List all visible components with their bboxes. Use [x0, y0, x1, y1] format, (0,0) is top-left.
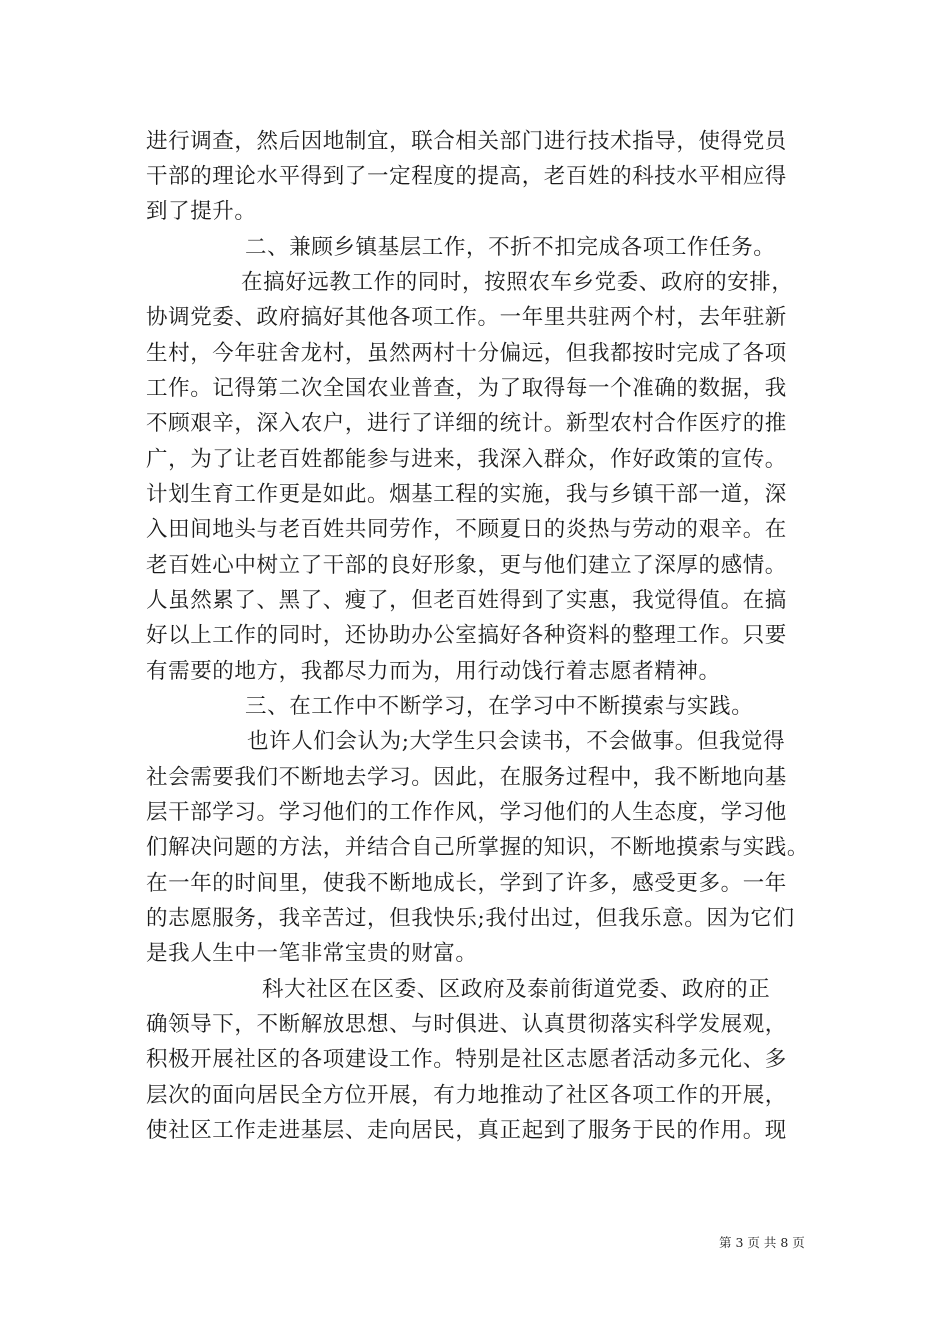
text-line: 进行调查，然后因地制宜，联合相关部门进行技术指导，使得党员: [146, 129, 787, 154]
text-line: 干部的理论水平得到了一定程度的提高，老百姓的科技水平相应得: [146, 164, 787, 189]
text-line: 层干部学习。学习他们的工作作风，学习他们的人生态度，学习他: [146, 800, 787, 825]
text-line: 是我人生中一笔非常宝贵的财富。: [146, 941, 478, 966]
section-heading: 三、在工作中不断学习，在学习中不断摸索与实践。: [245, 694, 754, 719]
text-line: 在一年的时间里，使我不断地成长，学到了许多，感受更多。一年: [146, 871, 787, 896]
text-line: 到了提升。: [146, 199, 257, 224]
text-line: 工作。记得第二次全国农业普查，为了取得每一个准确的数据，我: [146, 376, 787, 401]
text-line: 的志愿服务，我辛苦过，但我快乐;我付出过，但我乐意。因为它们: [146, 906, 795, 931]
text-line: 生村，今年驻舍龙村，虽然两村十分偏远，但我都按时完成了各项: [146, 341, 787, 366]
text-line: 协调党委、政府搞好其他各项工作。一年里共驻两个村，去年驻新: [146, 305, 787, 330]
text-line: 也许人们会认为;大学生只会读书，不会做事。但我觉得: [247, 729, 786, 754]
text-line: 老百姓心中树立了干部的良好形象，更与他们建立了深厚的感情。: [146, 553, 787, 578]
text-line: 人虽然累了、黑了、瘦了，但老百姓得到了实惠，我觉得值。在搞: [146, 588, 787, 613]
text-line: 好以上工作的同时，还协助办公室搞好各种资料的整理工作。只要: [146, 623, 787, 648]
text-line: 在搞好远教工作的同时，按照农车乡党委、政府的安排，: [241, 270, 794, 295]
text-line: 使社区工作走进基层、走向居民，真正起到了服务于民的作用。现: [146, 1118, 787, 1143]
text-line: 科大社区在区委、区政府及泰前街道党委、政府的正: [262, 977, 771, 1002]
page-number: 第 3 页 共 8 页: [719, 1235, 805, 1250]
text-line: 层次的面向居民全方位开展，有力地推动了社区各项工作的开展，: [146, 1083, 787, 1108]
text-line: 有需要的地方，我都尽力而为，用行动饯行着志愿者精神。: [146, 659, 721, 684]
text-line: 确领导下，不断解放思想、与时俱进、认真贯彻落实科学发展观，: [146, 1012, 787, 1037]
text-line: 们解决问题的方法，并结合自己所掌握的知识，不断地摸索与实践。: [146, 835, 810, 860]
text-line: 社会需要我们不断地去学习。因此，在服务过程中，我不断地向基: [146, 765, 787, 790]
section-heading: 二、兼顾乡镇基层工作，不折不扣完成各项工作任务。: [245, 235, 776, 260]
text-line: 积极开展社区的各项建设工作。特别是社区志愿者活动多元化、多: [146, 1047, 787, 1072]
text-line: 广，为了让老百姓都能参与进来，我深入群众，作好政策的宣传。: [146, 447, 787, 472]
text-line: 入田间地头与老百姓共同劳作，不顾夏日的炎热与劳动的艰辛。在: [146, 517, 787, 542]
text-line: 不顾艰辛，深入农户，进行了详细的统计。新型农村合作医疗的推: [146, 411, 787, 436]
text-line: 计划生育工作更是如此。烟基工程的实施，我与乡镇干部一道，深: [146, 482, 787, 507]
